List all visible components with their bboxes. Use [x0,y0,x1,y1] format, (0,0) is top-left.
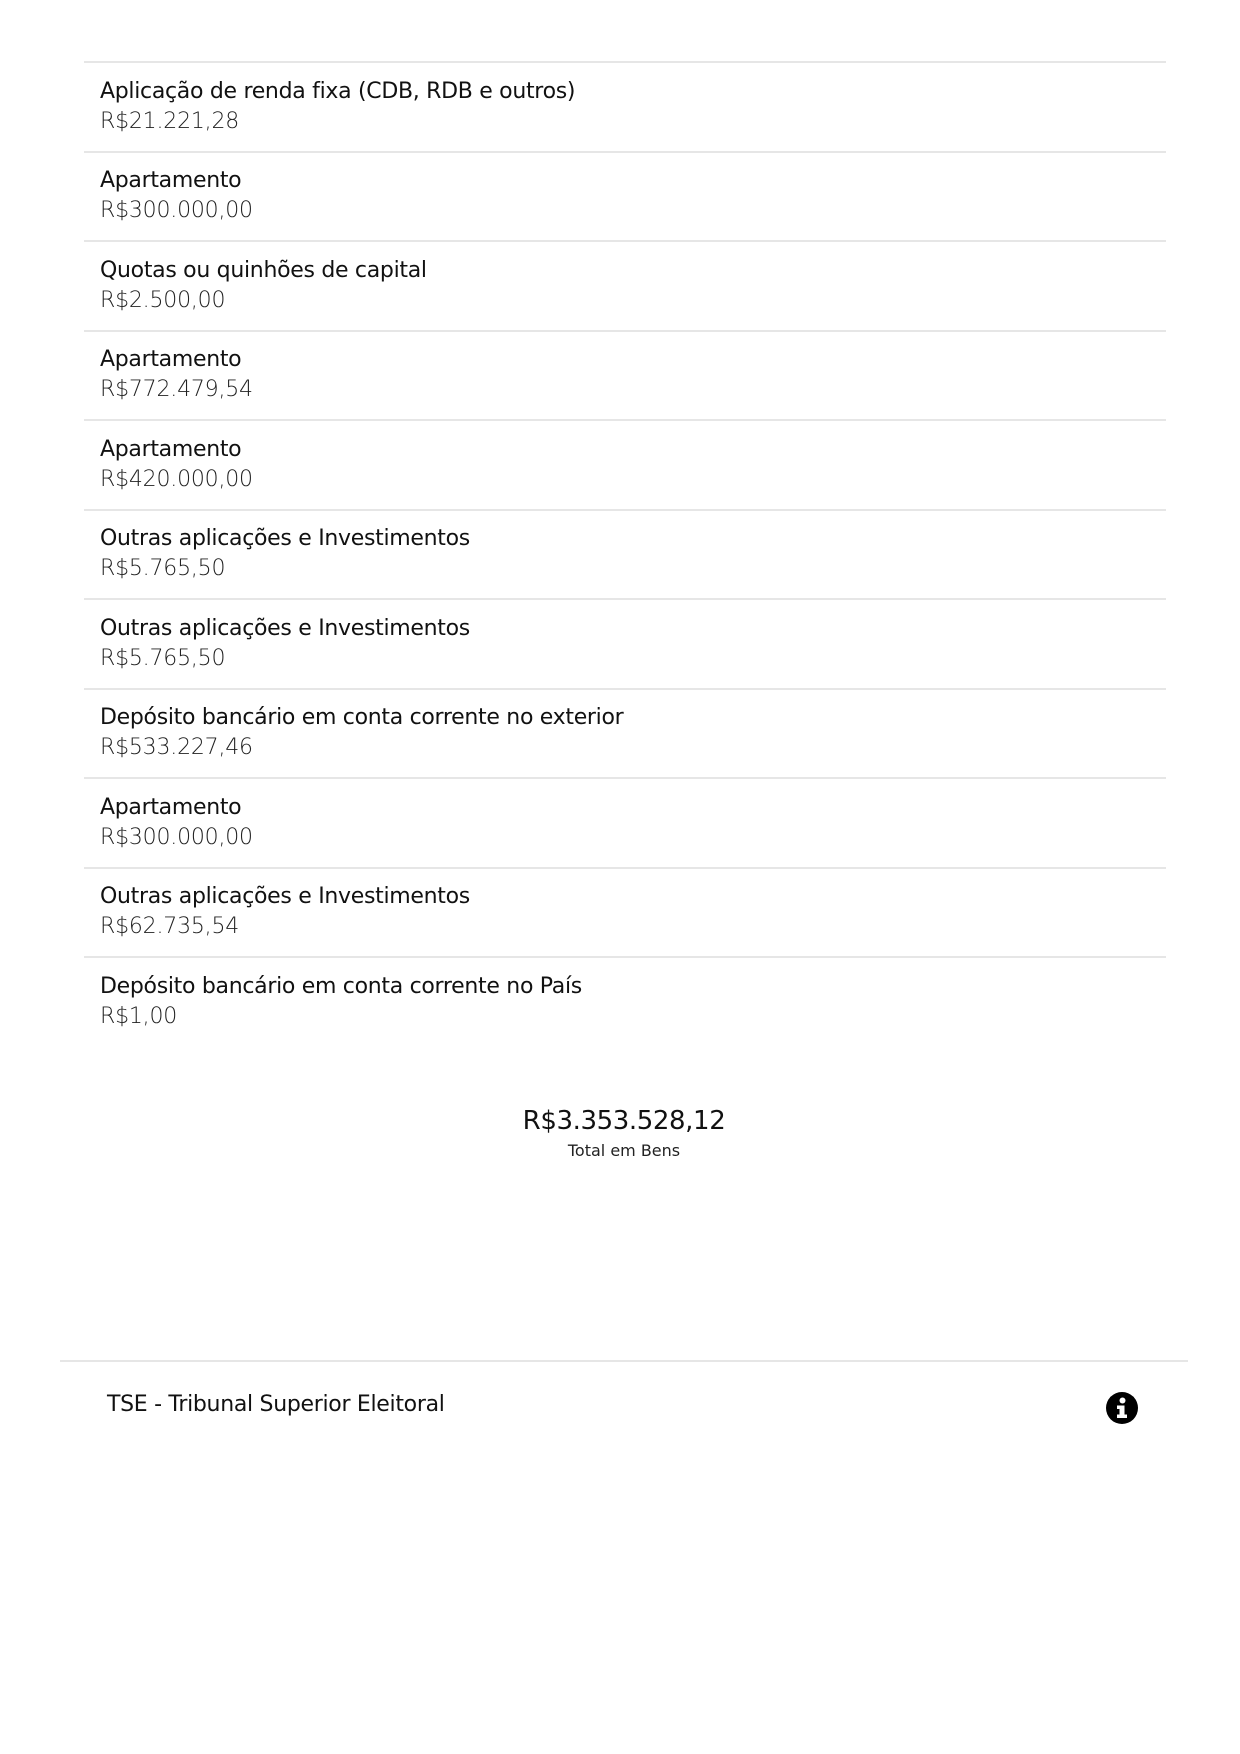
total-section [0,1104,1240,1162]
asset-value: R$5.765,50 [100,645,226,671]
list-item [84,421,1166,511]
asset-name: Apartamento [100,168,242,194]
info-icon[interactable] [1106,1392,1138,1424]
asset-name: Apartamento [100,436,242,462]
total-value: R$3.353.528,12 [522,1106,726,1136]
asset-name: Quotas ou quinhões de capital [100,257,427,283]
assets-list [84,61,1166,1046]
list-item [84,63,1166,153]
asset-value: R$300.000,00 [100,198,253,224]
list-item [84,153,1166,243]
asset-name: Depósito bancário em conta corrente no País [100,973,582,999]
total-label: Total em Bens [567,1141,681,1160]
asset-name: Apartamento [100,794,242,820]
asset-name: Outras aplicações e Investimentos [100,615,470,641]
list-item [84,511,1166,601]
asset-value: R$62.735,54 [100,914,240,940]
footer-text: TSE - Tribunal Superior Eleitoral [107,1392,445,1417]
asset-value: R$533.227,46 [100,735,253,761]
footer [60,1360,1188,1417]
list-item [84,779,1166,869]
asset-name: Apartamento [100,347,242,373]
asset-value: R$1,00 [100,1003,178,1029]
list-item [84,600,1166,690]
list-item [84,332,1166,422]
asset-name: Aplicação de renda fixa (CDB, RDB e outros) [100,78,576,104]
asset-name: Outras aplicações e Investimentos [100,884,470,910]
asset-value: R$2.500,00 [100,287,226,313]
list-item [84,690,1166,780]
asset-value: R$300.000,00 [100,824,253,850]
asset-name: Depósito bancário em conta corrente no exterior [100,705,624,731]
list-item [84,958,1166,1046]
asset-value: R$772.479,54 [100,377,253,403]
list-item [84,242,1166,332]
list-item [84,869,1166,959]
asset-value: R$420.000,00 [100,466,253,492]
asset-value: R$5.765,50 [100,556,226,582]
asset-value: R$21.221,28 [100,108,240,134]
asset-name: Outras aplicações e Investimentos [100,526,470,552]
